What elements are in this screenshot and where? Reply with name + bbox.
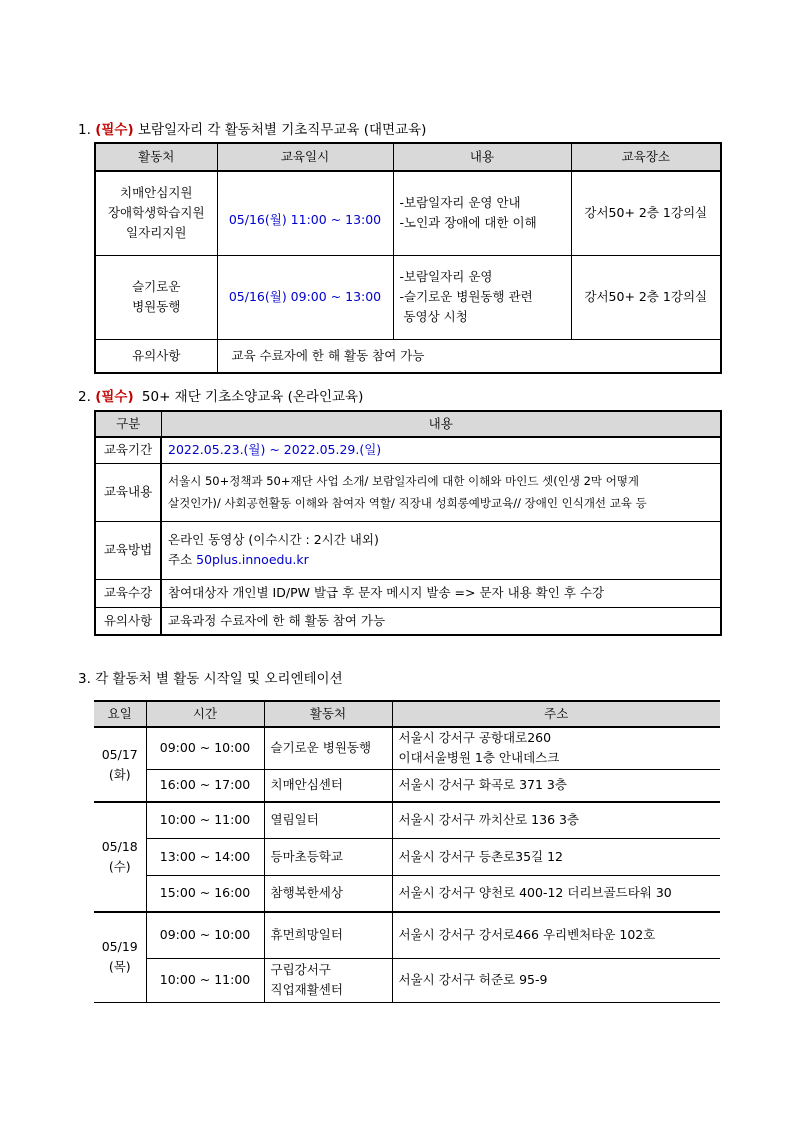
col-header-datetime: 교육일시 — [217, 143, 393, 171]
col-header-content: 내용 — [393, 143, 571, 171]
note-value: 교육과정 수료자에 한 해 활동 참여 가능 — [161, 607, 721, 635]
col-header-day: 요일 — [94, 701, 146, 727]
time-cell: 15:00 ~ 16:00 — [146, 875, 264, 912]
table-row — [95, 255, 721, 339]
location-cell: 강서50+ 2층 1강의실 — [571, 255, 721, 339]
col-header-category: 구분 — [95, 411, 161, 437]
section3-title: 각 활동처 별 활동 시작일 및 오리엔테이션 — [95, 671, 343, 687]
place-cell: 참행복한세상 — [264, 875, 392, 912]
address-cell: 서울시 강서구 화곡로 371 3층 — [392, 769, 720, 802]
education-site-link[interactable]: 50plus.innoedu.kr — [196, 552, 309, 567]
place-cell: 구립강서구 직업재활센터 — [264, 958, 392, 1002]
col-header-content: 내용 — [161, 411, 721, 437]
table-row — [94, 802, 720, 838]
address-cell: 서울시 강서구 허준로 95-9 — [392, 958, 720, 1002]
datetime-cell: 05/16(월) 09:00 ~ 13:00 — [217, 255, 393, 339]
table-row — [94, 838, 720, 875]
section3-table — [94, 700, 720, 1003]
col-header-place: 활동처 — [95, 143, 217, 171]
section1-heading: 1. (필수) 보람일자리 각 활동처별 기초직무교육 (대면교육) — [78, 122, 427, 138]
section1-table — [94, 142, 722, 374]
table-row — [94, 912, 720, 958]
table-row — [95, 171, 721, 255]
note-row — [95, 339, 721, 373]
day-cell: 05/19 (목) — [94, 912, 146, 1002]
place-cell: 치매안심센터 — [264, 769, 392, 802]
section1-title: 보람일자리 각 활동처별 기초직무교육 (대면교육) — [137, 122, 427, 138]
content-value: 서울시 50+정책과 50+재단 사업 소개/ 보람일자리에 대한 이해와 마인드 셋(인생 2막 어떻게 살것인가)/ 사회공헌활동 이해와 참여자 역할/ 직장내 성희롱예방교육// 장애인 인식개선 교육 등 — [161, 463, 721, 521]
table-row — [95, 463, 721, 521]
section2-title: 50+ 재단 기초소양교육 (온라인교육) — [141, 389, 364, 405]
note-label: 유의사항 — [95, 607, 161, 635]
section2-table — [94, 410, 722, 636]
table-row — [95, 437, 721, 463]
section3-heading: 3. 각 활동처 별 활동 시작일 및 오리엔테이션 — [78, 671, 343, 687]
method-label: 교육방법 — [95, 521, 161, 579]
address-cell: 서울시 강서구 등촌로35길 12 — [392, 838, 720, 875]
place-cell: 열림일터 — [264, 802, 392, 838]
section2-heading: 2. (필수) 50+ 재단 기초소양교육 (온라인교육) — [78, 389, 364, 405]
required-tag: (필수) — [95, 389, 134, 405]
required-tag: (필수) — [95, 122, 134, 138]
day-cell: 05/17 (화) — [94, 727, 146, 802]
place-cell: 치매안심지원 장애학생학습지원 일자리지원 — [95, 171, 217, 255]
address-cell: 서울시 강서구 까치산로 136 3층 — [392, 802, 720, 838]
place-cell: 슬기로운 병원동행 — [264, 727, 392, 769]
table-row — [95, 521, 721, 579]
content-label: 교육내용 — [95, 463, 161, 521]
period-value: 2022.05.23.(월) ~ 2022.05.29.(일) — [161, 437, 721, 463]
content-cell: -보람일자리 운영 -슬기로운 병원동행 관련 동영상 시청 — [393, 255, 571, 339]
period-label: 교육기간 — [95, 437, 161, 463]
attend-label: 교육수강 — [95, 579, 161, 607]
method-value: 온라인 동영상 (이수시간 : 2시간 내외) 주소 50plus.innoedu.kr — [161, 521, 721, 579]
table-row — [95, 579, 721, 607]
datetime-cell: 05/16(월) 11:00 ~ 13:00 — [217, 171, 393, 255]
time-cell: 09:00 ~ 10:00 — [146, 727, 264, 769]
table-row — [94, 769, 720, 802]
table-row — [94, 958, 720, 1002]
address-cell: 서울시 강서구 공항대로260 이대서울병원 1층 안내데스크 — [392, 727, 720, 769]
time-cell: 16:00 ~ 17:00 — [146, 769, 264, 802]
time-cell: 13:00 ~ 14:00 — [146, 838, 264, 875]
place-cell: 등마초등학교 — [264, 838, 392, 875]
time-cell: 10:00 ~ 11:00 — [146, 802, 264, 838]
time-cell: 10:00 ~ 11:00 — [146, 958, 264, 1002]
location-cell: 강서50+ 2층 1강의실 — [571, 171, 721, 255]
time-cell: 09:00 ~ 10:00 — [146, 912, 264, 958]
address-cell: 서울시 강서구 강서로466 우리벤처타운 102호 — [392, 912, 720, 958]
place-cell: 슬기로운 병원동행 — [95, 255, 217, 339]
table-row — [94, 727, 720, 769]
table-row — [95, 607, 721, 635]
attend-value: 참여대상자 개인별 ID/PW 발급 후 문자 메시지 발송 => 문자 내용 확인 후 수강 — [161, 579, 721, 607]
content-cell: -보람일자리 운영 안내 -노인과 장애에 대한 이해 — [393, 171, 571, 255]
note-label: 유의사항 — [95, 339, 217, 373]
col-header-location: 교육장소 — [571, 143, 721, 171]
col-header-place: 활동처 — [264, 701, 392, 727]
col-header-address: 주소 — [392, 701, 720, 727]
day-cell: 05/18 (수) — [94, 802, 146, 912]
address-cell: 서울시 강서구 양천로 400-12 더리브골드타워 30 — [392, 875, 720, 912]
note-text: 교육 수료자에 한 해 활동 참여 가능 — [217, 339, 721, 373]
table-row — [94, 875, 720, 912]
place-cell: 휴먼희망일터 — [264, 912, 392, 958]
col-header-time: 시간 — [146, 701, 264, 727]
